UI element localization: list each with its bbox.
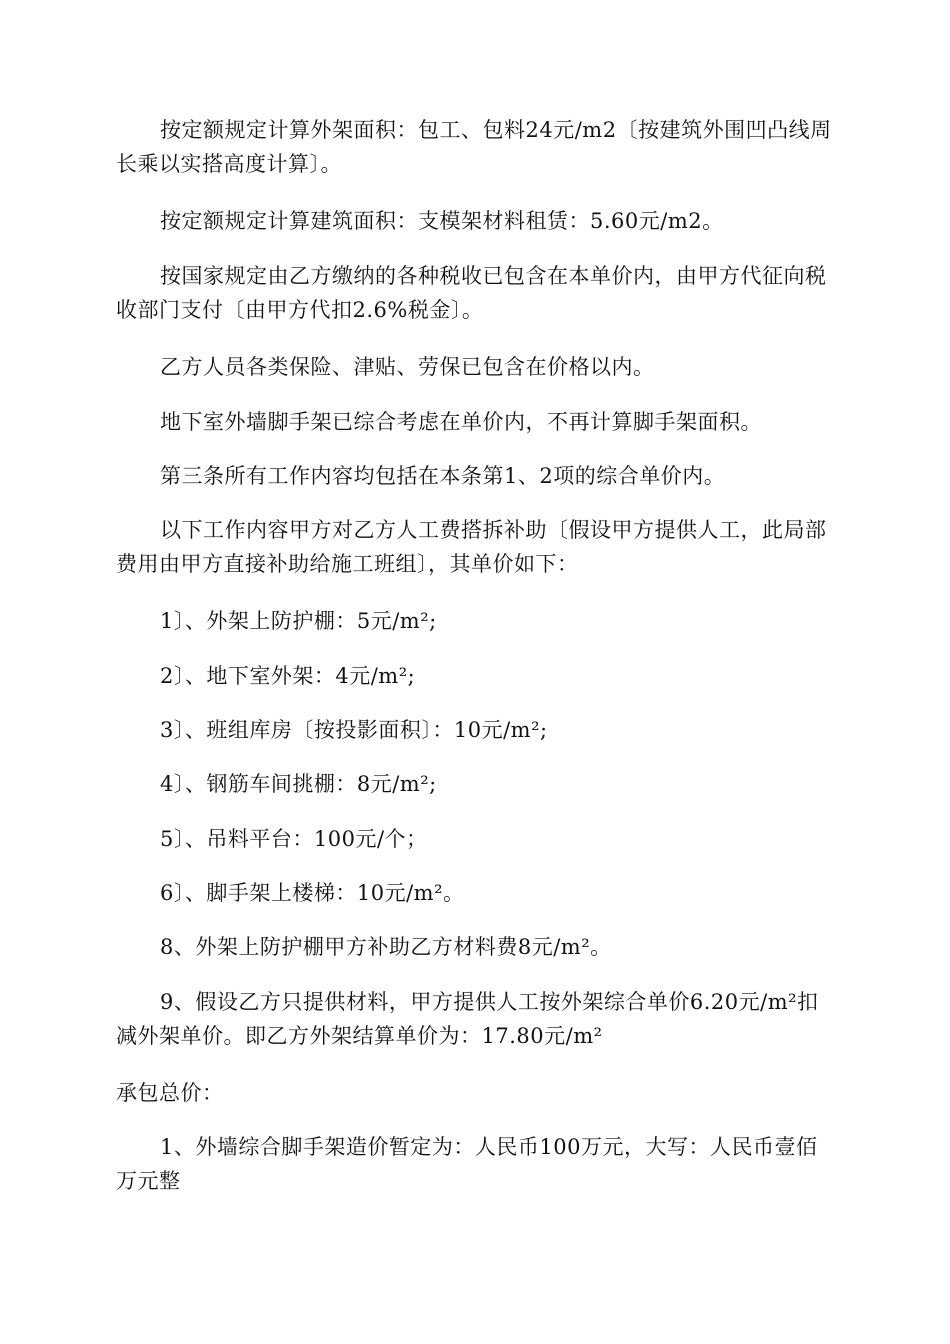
paragraph-item-8: 8、外架上防护棚甲方补助乙方材料费8元/m²。 bbox=[160, 935, 612, 959]
paragraph-article-three: 第三条所有工作内容均包括在本条第1、2项的综合单价内。 bbox=[160, 464, 726, 488]
list-item-2: 2〕、地下室外架：4元/m²; bbox=[160, 664, 416, 688]
paragraph-outer-scaffold-area: 按定额规定计算外架面积：包工、包料24元/m2〔按建筑外围凹凸线周长乘以实搭高度计算〕。 bbox=[116, 118, 832, 176]
paragraph-insurance: 乙方人员各类保险、津贴、劳保已包含在价格以内。 bbox=[160, 355, 655, 379]
list-item-3: 3〕、班组库房〔按投影面积〕：10元/m²; bbox=[160, 718, 548, 742]
paragraph-formwork-rental: 按定额规定计算建筑面积：支模架材料租赁：5.60元/m2。 bbox=[160, 209, 724, 233]
list-item-5: 5〕、吊料平台：100元/个； bbox=[160, 827, 428, 851]
paragraph-total-cost: 1、外墙综合脚手架造价暂定为：人民币100万元，大写：人民币壹佰万元整 bbox=[116, 1135, 818, 1193]
paragraph-basement-wall: 地下室外墙脚手架已综合考虑在单价内，不再计算脚手架面积。 bbox=[160, 410, 762, 434]
paragraph-labor-subsidy: 以下工作内容甲方对乙方人工费搭拆补助〔假设甲方提供人工，此局部费用由甲方直接补助给施工班组〕，其单价如下： bbox=[116, 518, 827, 576]
heading-total-price: 承包总价： bbox=[116, 1081, 224, 1105]
list-item-4: 4〕、钢筋车间挑棚：8元/m²; bbox=[160, 772, 437, 796]
paragraph-tax: 按国家规定由乙方缴纳的各种税收已包含在本单价内，由甲方代征向税收部门支付〔由甲方代扣2.6%税金〕。 bbox=[116, 264, 827, 322]
list-item-6: 6〕、脚手架上楼梯：10元/m²。 bbox=[160, 881, 465, 905]
list-item-1: 1〕、外架上防护棚：5元/m²; bbox=[160, 609, 437, 633]
paragraph-item-9: 9、假设乙方只提供材料，甲方提供人工按外架综合单价6.20元/m²扣减外架单价。即乙方外架结算单价为：17.80元/m² bbox=[116, 990, 819, 1048]
